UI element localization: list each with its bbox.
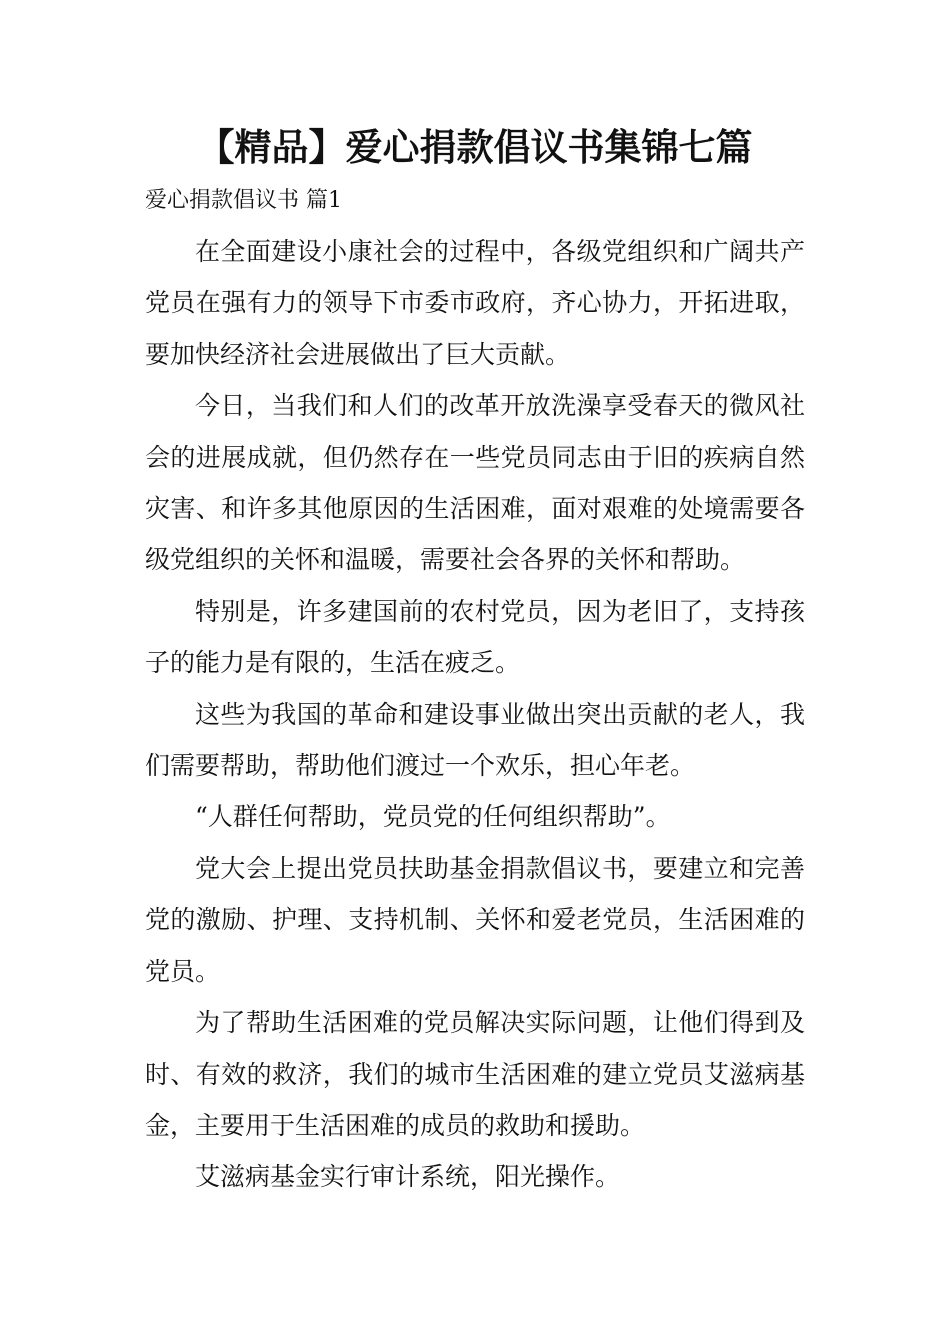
paragraph: 艾滋病基金实行审计系统，阳光操作。 bbox=[195, 1162, 621, 1192]
paragraph: “人群任何帮助，党员党的任何组织帮助”。 bbox=[195, 802, 671, 832]
paragraph: 在全面建设小康社会的过程中，各级党组织和广阔共产党员在强有力的领导下市委市政府，齐心协力，开拓进取，要加快经济社会进展做出了巨大贡献。 bbox=[145, 237, 805, 369]
paragraph: 这些为我国的革命和建设事业做出突出贡献的老人，我们需要帮助，帮助他们渡过一个欢乐，担心年老。 bbox=[145, 699, 805, 781]
paragraph: 今日，当我们和人们的改革开放洗澡享受春天的微风社会的进展成就，但仍然存在一些党员同志由于旧的疾病自然灾害、和许多其他原因的生活困难，面对艰难的处境需要各级党组织的关怀和温暖，需要社会各界的关怀和帮助。 bbox=[145, 391, 805, 575]
paragraph: 为了帮助生活困难的党员解决实际问题，让他们得到及时、有效的救济，我们的城市生活困难的建立党员艾滋病基金，主要用于生活困难的成员的救助和援助。 bbox=[145, 1008, 805, 1140]
paragraph: 特别是，许多建国前的农村党员，因为老旧了，支持孩子的能力是有限的，生活在疲乏。 bbox=[145, 596, 805, 678]
document-body bbox=[145, 226, 805, 1203]
document-title: 【精品】爱心捐款倡议书集锦七篇 bbox=[197, 126, 753, 169]
paragraph: 党大会上提出党员扶助基金捐款倡议书，要建立和完善党的激励、护理、支持机制、关怀和爱老党员，生活困难的党员。 bbox=[145, 853, 805, 986]
section-heading: 爱心捐款倡议书 篇1 bbox=[145, 188, 342, 213]
